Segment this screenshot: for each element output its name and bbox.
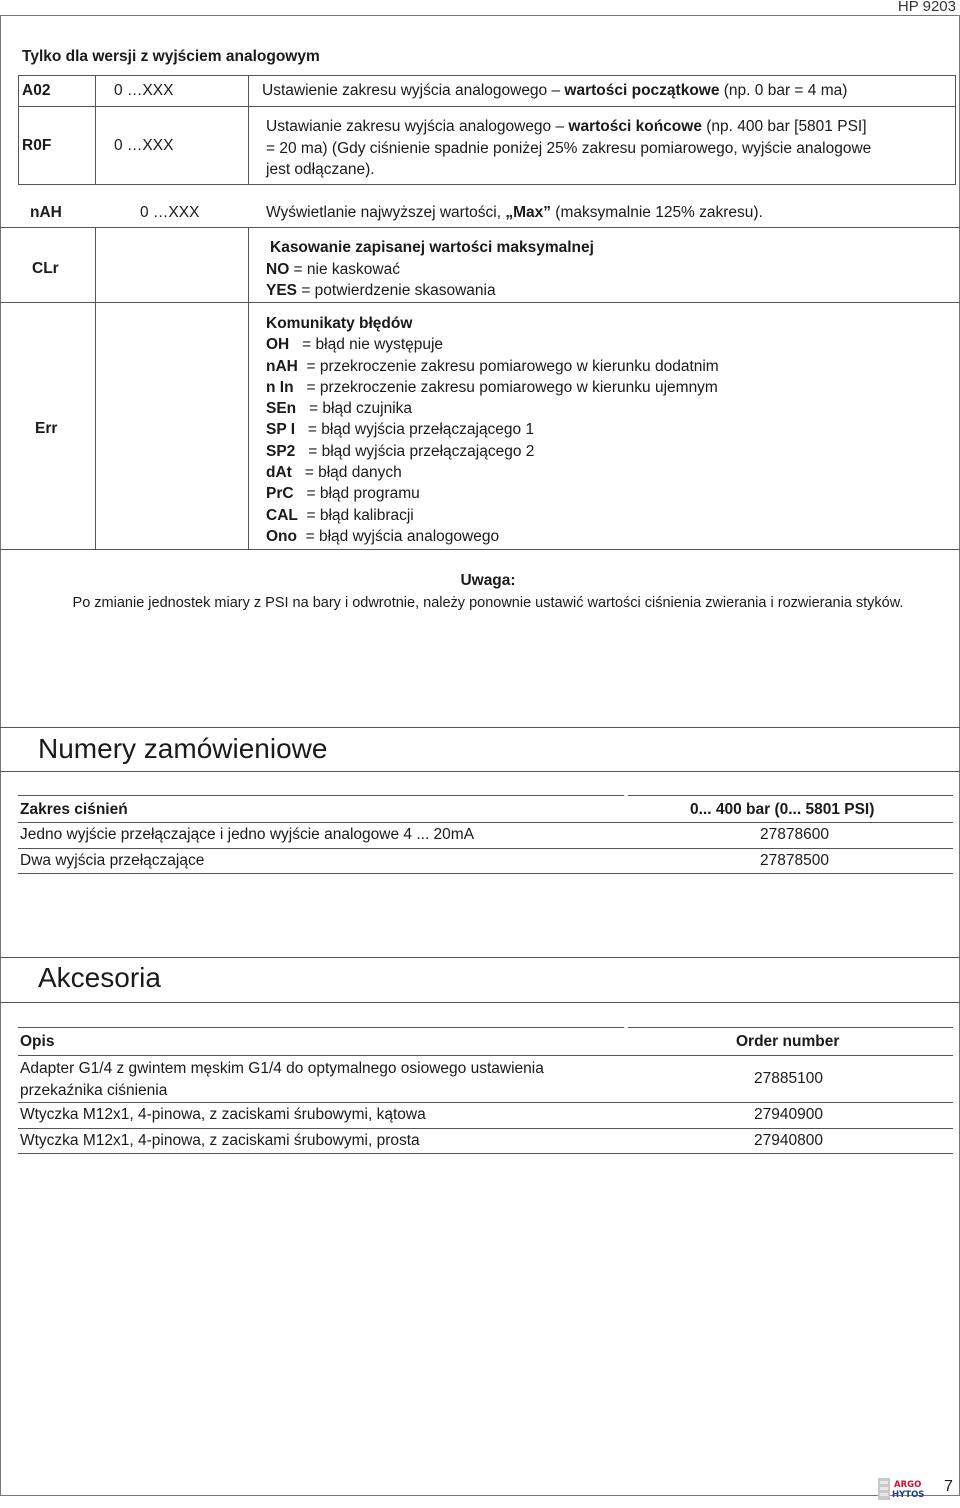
table-rule (18, 1102, 953, 1103)
table-rule (18, 75, 19, 185)
section-rule (0, 771, 960, 772)
svg-text:HYTOS: HYTOS (892, 1490, 925, 1500)
argo-hytos-logo (878, 1478, 934, 1500)
row-desc-nah: Wyświetlanie najwyższej wartości, „Max” (maksymalnie 125% zakresu). (266, 204, 763, 221)
row-desc-a02: Ustawienie zakresu wyjścia analogowego – wartości początkowe (np. 0 bar = 4 ma) (262, 82, 848, 99)
row-code-r0f: R0F (22, 137, 52, 154)
table-rule (18, 75, 956, 76)
footer-rule (0, 1495, 960, 1496)
table-rule (18, 848, 953, 849)
row-code-err: Err (35, 420, 58, 437)
table-rule (18, 822, 953, 823)
table-rule (0, 302, 960, 303)
section-rule (0, 727, 960, 728)
row-desc-r0f: Ustawianie zakresu wyjścia analogowego – wartości końcowe (np. 400 bar [5801 PSI] = 20 ma) (Gdy ciśnienie spadnie poniżej 25% zakresu pomiarowego, wyjście analogowe jest odłączane). (266, 118, 872, 178)
svg-text:ARGO: ARGO (894, 1480, 922, 1490)
accessories-header-desc: Opis (20, 1033, 55, 1050)
table-rule (18, 795, 624, 796)
order-row-desc: Jedno wyjście przełączające i jedno wyjście analogowe 4 ... 20mA (20, 826, 475, 843)
table-rule (18, 184, 956, 185)
err-description: Komunikaty błędów OH = błąd nie występuje nAH = przekroczenie zakresu pomiarowego w kierunku dodatnim n In = przekroczenie zakresu pomiarowego w kierunku ujemnym SEn = błąd czujnika SP I = błąd wyjścia przełączającego 1 SP2 = błąd wyjścia przełączającego 2 dAt = błąd danych PrC = błąd programu CAL = błąd kalibracji Ono = błąd wyjścia analogowego (266, 315, 719, 545)
note-text: Po zmianie jednostek miary z PSI na bary i odwrotnie, należy ponownie ustawić wartości ciśnienia zwierania i rozwierania styków. (72, 595, 904, 611)
page-frame-left (0, 15, 1, 1495)
accessory-row-number: 27940900 (754, 1106, 823, 1123)
table-rule (18, 1027, 624, 1028)
table-rule (95, 75, 96, 185)
accessory-row-desc: Wtyczka M12x1, 4-pinowa, z zaciskami śrubowymi, prosta (20, 1132, 420, 1149)
table-rule (18, 873, 953, 874)
table-rule (248, 75, 249, 185)
order-row-desc: Dwa wyjścia przełączające (20, 852, 205, 869)
row-code-nah: nAH (30, 204, 62, 221)
table-rule (0, 227, 960, 228)
table-rule (248, 227, 249, 550)
section-rule (0, 957, 960, 958)
page-number: 7 (944, 1478, 953, 1495)
accessories-section-title: Akcesoria (38, 962, 161, 993)
table-rule (0, 549, 960, 550)
row-range-a02: 0 …XXX (114, 82, 174, 99)
table-rule (18, 1153, 953, 1154)
table-rule (955, 75, 956, 185)
clr-description: Kasowanie zapisanej wartości maksymalnej NO = nie kaskować YES = potwierdzenie skasowania (266, 239, 594, 299)
accessory-row-desc: Wtyczka M12x1, 4-pinowa, z zaciskami śrubowymi, kątowa (20, 1106, 426, 1123)
order-header-value: 0... 400 bar (0... 5801 PSI) (690, 801, 875, 818)
table-rule (18, 1055, 953, 1056)
accessory-row-number: 27885100 (754, 1070, 823, 1087)
document-code: HP 9203 (897, 0, 956, 15)
header-divider (0, 15, 960, 16)
order-row-number: 27878500 (760, 852, 829, 869)
table-rule (18, 1128, 953, 1129)
table-rule (95, 227, 96, 550)
order-header-range: Zakres ciśnień (20, 801, 128, 818)
row-range-nah: 0 …XXX (140, 204, 200, 221)
accessory-row-desc: Adapter G1/4 z gwintem męskim G1/4 do optymalnego osiowego ustawienia przekaźnika ciśnienia (20, 1060, 544, 1099)
section-rule (0, 1002, 960, 1003)
analog-section-heading: Tylko dla wersji z wyjściem analogowym (22, 48, 320, 65)
row-range-r0f: 0 …XXX (114, 137, 174, 154)
table-rule (18, 106, 956, 107)
row-code-clr: CLr (32, 260, 59, 277)
table-rule (628, 795, 953, 796)
accessories-header-number: Order number (736, 1033, 840, 1050)
table-rule (628, 1027, 953, 1028)
row-code-a02: A02 (22, 82, 51, 99)
accessory-row-number: 27940800 (754, 1132, 823, 1149)
order-row-number: 27878600 (760, 826, 829, 843)
note-title: Uwaga: (460, 572, 516, 589)
order-section-title: Numery zamówieniowe (38, 733, 328, 764)
